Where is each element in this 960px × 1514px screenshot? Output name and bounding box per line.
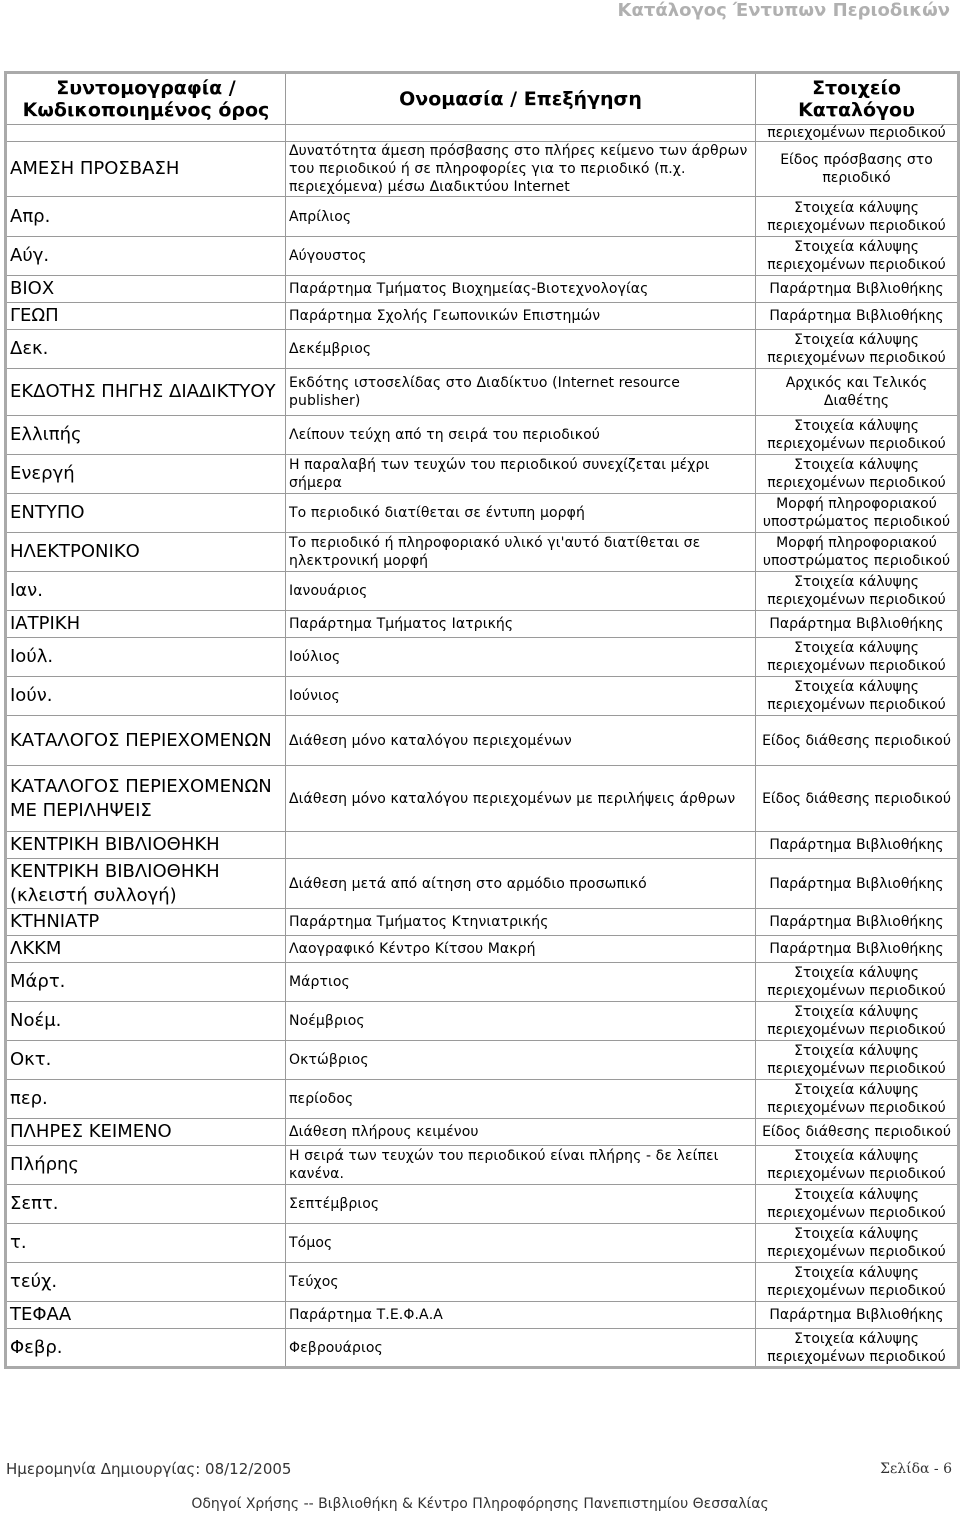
table-row [6,1146,959,1185]
row-catalog-item: Στοιχεία κάλυψης περιεχομένων περιοδικού [756,455,959,494]
row-term: ΒΙΟΧ [6,276,286,303]
table-row [6,677,959,716]
row-catalog-item: Στοιχεία κάλυψης περιεχομένων περιοδικού [756,1041,959,1080]
running-header-title: Κατάλογος Έντυπων Περιοδικών [617,0,950,21]
row-description: Η παραλαβή των τευχών του περιοδικού συνεχίζεται μέχρι σήμερα [286,455,756,494]
row-description: Διάθεση μετά από αίτηση στο αρμόδιο προσωπικό [286,859,756,909]
table-row [6,494,959,533]
row-description: Διάθεση πλήρους κειμένου [286,1119,756,1146]
table-row [6,455,959,494]
table-row [6,303,959,330]
table-row [6,416,959,455]
row-catalog-item: Παράρτημα Βιβλιοθήκης [756,303,959,330]
row-description: Λαογραφικό Κέντρο Κίτσου Μακρή [286,936,756,963]
table-row [6,276,959,303]
row-catalog-item: Παράρτημα Βιβλιοθήκης [756,276,959,303]
table-row [6,572,959,611]
row-description: Ιούλιος [286,638,756,677]
row-description: Διάθεση μόνο καταλόγου περιεχομένων [286,716,756,766]
row-catalog-item: Παράρτημα Βιβλιοθήκης [756,611,959,638]
row-catalog-item: Είδος διάθεσης περιοδικού [756,766,959,832]
row-term: Φεβρ. [6,1329,286,1368]
row-catalog-item: Παράρτημα Βιβλιοθήκης [756,832,959,859]
row-catalog-item: Παράρτημα Βιβλιοθήκης [756,859,959,909]
table-row [6,963,959,1002]
row-description: Παράρτημα Τμήματος Ιατρικής [286,611,756,638]
row-description: Διάθεση μόνο καταλόγου περιεχομένων με περιλήψεις άρθρων [286,766,756,832]
table-row [6,611,959,638]
row-term: ΗΛΕΚΤΡΟΝΙΚΟ [6,533,286,572]
row-catalog-item: Στοιχεία κάλυψης περιεχομένων περιοδικού [756,963,959,1002]
row-catalog-item: Στοιχεία κάλυψης περιεχομένων περιοδικού [756,1002,959,1041]
row-term: Ενεργή [6,455,286,494]
table-row [6,1329,959,1368]
row-description: Παράρτημα Τμήματος Βιοχημείας-Βιοτεχνολογίας [286,276,756,303]
row-term: ΕΚΔΟΤΗΣ ΠΗΓΗΣ ΔΙΑΔΙΚΤΥΟΥ [6,369,286,416]
row-catalog-item: Στοιχεία κάλυψης περιεχομένων περιοδικού [756,1263,959,1302]
page-number: Σελίδα - 6 [880,1461,952,1477]
row-term: ΕΝΤΥΠΟ [6,494,286,533]
row-description: περίοδος [286,1080,756,1119]
row-term: Ιαν. [6,572,286,611]
row-catalog-item: Παράρτημα Βιβλιοθήκης [756,936,959,963]
row-description: Δυνατότητα άμεση πρόσβασης στο πλήρες κείμενο των άρθρων του περιοδικού ή σε πληροφορίες για το περιοδικό (π.χ. περιεχόμενα) μέσω Διαδικτύου Internet [286,142,756,197]
table-row [6,716,959,766]
row-term: ΙΑΤΡΙΚΗ [6,611,286,638]
row-catalog-item: Στοιχεία κάλυψης περιεχομένων περιοδικού [756,197,959,237]
table-row [6,330,959,369]
row-description: Ιούνιος [286,677,756,716]
row-term: Οκτ. [6,1041,286,1080]
row-catalog-item: Είδος διάθεσης περιοδικού [756,716,959,766]
row-description: Τεύχος [286,1263,756,1302]
row-description: Αύγουστος [286,237,756,276]
row-catalog-item: Παράρτημα Βιβλιοθήκης [756,909,959,936]
column-header-item: Στοιχείο Καταλόγου [756,73,959,125]
row-catalog-item: Στοιχεία κάλυψης περιεχομένων περιοδικού [756,1146,959,1185]
row-term: Ελλιπής [6,416,286,455]
row-term: ΚΑΤΑΛΟΓΟΣ ΠΕΡΙΕΧΟΜΕΝΩΝ [6,716,286,766]
table-row [6,859,959,909]
row-term: ΠΛΗΡΕΣ ΚΕΙΜΕΝΟ [6,1119,286,1146]
row-catalog-item: Στοιχεία κάλυψης περιεχομένων περιοδικού [756,1185,959,1224]
row-term: ΛΚΚΜ [6,936,286,963]
row-catalog-item: Μορφή πληροφοριακού υποστρώματος περιοδικού [756,494,959,533]
row-description: Νοέμβριος [286,1002,756,1041]
row-description: Το περιοδικό ή πληροφοριακό υλικό γι'αυτό διατίθεται σε ηλεκτρονική μορφή [286,533,756,572]
row-term: Μάρτ. [6,963,286,1002]
table-row [6,909,959,936]
row-description: Σεπτέμβριος [286,1185,756,1224]
row-term: ΑΜΕΣΗ ΠΡΟΣΒΑΣΗ [6,142,286,197]
table-header [6,73,959,125]
creation-date: Ημερομηνία Δημιουργίας: 08/12/2005 [6,1460,292,1478]
row-term: Νοέμ. [6,1002,286,1041]
row-description: Τόμος [286,1224,756,1263]
row-description: Η σειρά των τευχών του περιοδικού είναι πλήρης - δε λείπει κανένα. [286,1146,756,1185]
header-subrow [6,125,959,142]
row-description: Παράρτημα Σχολής Γεωπονικών Επιστημών [286,303,756,330]
table-row [6,142,959,197]
abbreviations-table [4,71,960,1369]
row-catalog-item: Είδος διάθεσης περιοδικού [756,1119,959,1146]
table-row [6,1302,959,1329]
row-catalog-item: Στοιχεία κάλυψης περιεχομένων περιοδικού [756,638,959,677]
table-body [6,125,959,1368]
row-catalog-item: Στοιχεία κάλυψης περιεχομένων περιοδικού [756,1080,959,1119]
row-term: Ιούλ. [6,638,286,677]
row-description: Παράρτημα Τ.Ε.Φ.Α.Α [286,1302,756,1329]
row-term: ΤΕΦΑΑ [6,1302,286,1329]
row-catalog-item: Μορφή πληροφοριακού υποστρώματος περιοδικού [756,533,959,572]
row-term: Σεπτ. [6,1185,286,1224]
column-header-name: Ονομασία / Επεξήγηση [286,73,756,125]
row-catalog-item: Στοιχεία κάλυψης περιεχομένων περιοδικού [756,416,959,455]
row-description: Εκδότης ιστοσελίδας στο Διαδίκτυο (Internet resource publisher) [286,369,756,416]
table-row [6,1185,959,1224]
row-catalog-item: Στοιχεία κάλυψης περιεχομένων περιοδικού [756,1224,959,1263]
table-row [6,237,959,276]
table-row [6,1041,959,1080]
row-description: Λείπουν τεύχη από τη σειρά του περιοδικού [286,416,756,455]
row-catalog-item: Αρχικός και Τελικός Διαθέτης [756,369,959,416]
table-row [6,1002,959,1041]
row-catalog-item: Είδος πρόσβασης στο περιοδικό [756,142,959,197]
table-row [6,936,959,963]
row-description: Οκτώβριος [286,1041,756,1080]
row-term: ΚΕΝΤΡΙΚΗ ΒΙΒΛΙΟΘΗΚΗ [6,832,286,859]
table-row [6,1224,959,1263]
row-term: Ιούν. [6,677,286,716]
row-description: Παράρτημα Τμήματος Κτηνιατρικής [286,909,756,936]
row-term: ΚΕΝΤΡΙΚΗ ΒΙΒΛΙΟΘΗΚΗ (κλειστή συλλογή) [6,859,286,909]
subrow-item-text: περιεχομένων περιοδικού [756,125,959,142]
table-row [6,1119,959,1146]
row-description: Φεβρουάριος [286,1329,756,1368]
row-term: Πλήρης [6,1146,286,1185]
row-catalog-item: Στοιχεία κάλυψης περιεχομένων περιοδικού [756,330,959,369]
table-row [6,766,959,832]
row-description: Το περιοδικό διατίθεται σε έντυπη μορφή [286,494,756,533]
subrow-empty-term [6,125,286,142]
row-term: περ. [6,1080,286,1119]
footer-credit: Οδηγοί Χρήσης -- Βιβλιοθήκη & Κέντρο Πληροφόρησης Πανεπιστημίου Θεσσαλίας [191,1496,769,1512]
row-description: Δεκέμβριος [286,330,756,369]
row-term: τεύχ. [6,1263,286,1302]
row-catalog-item: Στοιχεία κάλυψης περιεχομένων περιοδικού [756,677,959,716]
row-term: Αύγ. [6,237,286,276]
row-term: ΓΕΩΠ [6,303,286,330]
row-description [286,832,756,859]
row-term: Απρ. [6,197,286,237]
table-row [6,197,959,237]
row-catalog-item: Στοιχεία κάλυψης περιεχομένων περιοδικού [756,572,959,611]
row-catalog-item: Στοιχεία κάλυψης περιεχομένων περιοδικού [756,237,959,276]
table-row [6,1263,959,1302]
subrow-empty-desc [286,125,756,142]
row-term: ΚΤΗΝΙΑΤΡ [6,909,286,936]
table-row [6,638,959,677]
row-term: τ. [6,1224,286,1263]
row-description: Μάρτιος [286,963,756,1002]
row-catalog-item: Παράρτημα Βιβλιοθήκης [756,1302,959,1329]
row-description: Ιανουάριος [286,572,756,611]
row-term: Δεκ. [6,330,286,369]
row-description: Απρίλιος [286,197,756,237]
row-term: ΚΑΤΑΛΟΓΟΣ ΠΕΡΙΕΧΟΜΕΝΩΝ ΜΕ ΠΕΡΙΛΗΨΕΙΣ [6,766,286,832]
table-row [6,369,959,416]
row-catalog-item: Στοιχεία κάλυψης περιεχομένων περιοδικού [756,1329,959,1368]
table-row [6,533,959,572]
table-row [6,1080,959,1119]
table-row [6,832,959,859]
column-header-term: Συντομογραφία / Κωδικοποιημένος όρος [6,73,286,125]
